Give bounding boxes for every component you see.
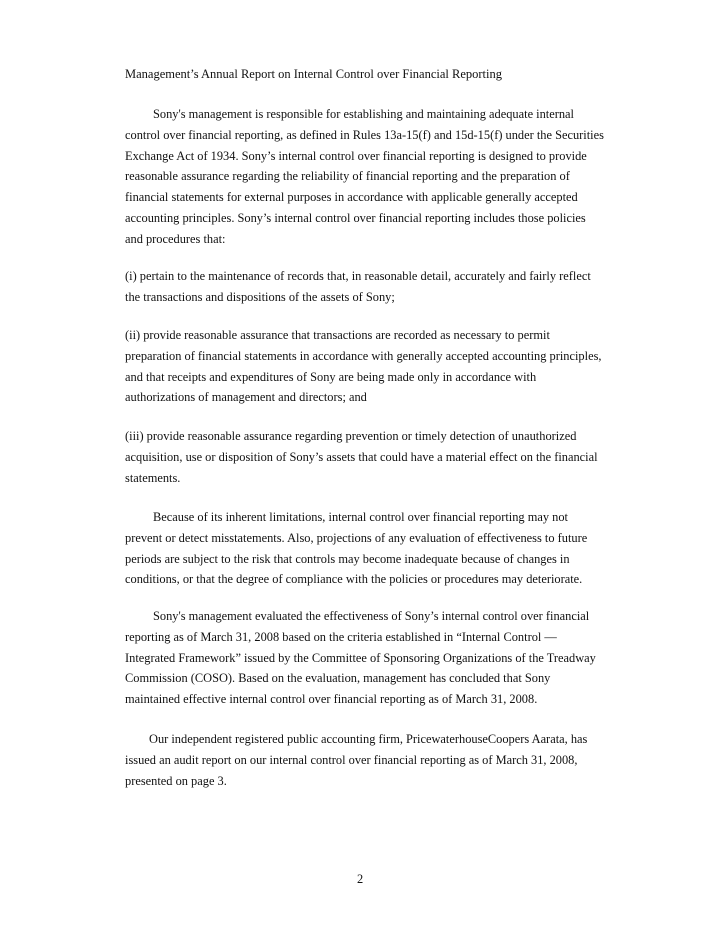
paragraph-item-i <box>125 266 605 308</box>
report-title: Management’s Annual Report on Internal Control over Financial Reporting <box>125 67 503 81</box>
text-line: financial statements for external purposes in accordance with applicable generally accepted <box>125 190 578 205</box>
text-line: reporting as of March 31, 2008 based on the criteria established in “Internal Control — <box>125 629 557 644</box>
text-line: and procedures that: <box>125 231 226 246</box>
paragraph-auditor <box>125 729 605 791</box>
text-line: acquisition, use or disposition of Sony’s assets that could have a material effect on the financial <box>125 449 598 464</box>
text-line: maintained effective internal control over financial reporting as of March 31, 2008. <box>125 692 538 707</box>
text-line: Integrated Framework” issued by the Committee of Sponsoring Organizations of the Treadway <box>125 650 596 665</box>
text-line: periods are subject to the risk that controls may become inadequate because of changes in <box>125 551 570 566</box>
text-line: reasonable assurance regarding the reliability of financial reporting and the preparation of <box>125 169 570 184</box>
text-line: prevent or detect misstatements. Also, projections of any evaluation of effectiveness to future <box>125 530 588 545</box>
text-line: (i) pertain to the maintenance of records that, in reasonable detail, accurately and fairly reflect <box>125 269 591 283</box>
text-line: accounting principles. Sony’s internal control over financial reporting includes those policies <box>125 210 586 225</box>
paragraph-responsibility <box>125 104 605 250</box>
text-line: Commission (COSO). Based on the evaluation, management has concluded that Sony <box>125 671 551 686</box>
text-line: (ii) provide reasonable assurance that transactions are recorded as necessary to permit <box>125 328 550 342</box>
text-line: presented on page 3. <box>125 773 227 788</box>
text-line: authorizations of management and directors; and <box>125 390 367 405</box>
text-line: Our independent registered public accounting firm, PricewaterhouseCoopers Aarata, has <box>149 732 588 746</box>
text-line: preparation of financial statements in accordance with generally accepted accounting principles, <box>125 348 602 363</box>
text-line: and that receipts and expenditures of Sony are being made only in accordance with <box>125 369 537 384</box>
paragraph-limitations <box>125 507 605 590</box>
text-line: control over financial reporting, as defined in Rules 13a-15(f) and 15d-15(f) under the Securities <box>125 127 604 142</box>
text-line: Exchange Act of 1934. Sony’s internal control over financial reporting is designed to provide <box>125 148 587 163</box>
text-line: the transactions and dispositions of the assets of Sony; <box>125 289 395 304</box>
text-line: Sony's management evaluated the effectiveness of Sony’s internal control over financial <box>153 609 590 623</box>
text-line: conditions, or that the degree of compliance with the policies or procedures may deteriorate. <box>125 572 583 587</box>
text-line: Sony's management is responsible for establishing and maintaining adequate internal <box>153 107 575 121</box>
paragraph-item-iii <box>125 426 605 488</box>
paragraph-evaluation <box>125 606 605 710</box>
text-line: (iii) provide reasonable assurance regarding prevention or timely detection of unauthorized <box>125 429 577 443</box>
text-line: Because of its inherent limitations, internal control over financial reporting may not <box>153 510 568 524</box>
text-line: issued an audit report on our internal control over financial reporting as of March 31, 2008, <box>125 752 578 767</box>
page-number: 2 <box>357 872 364 886</box>
paragraph-item-ii <box>125 325 605 408</box>
text-line: statements. <box>125 470 181 485</box>
